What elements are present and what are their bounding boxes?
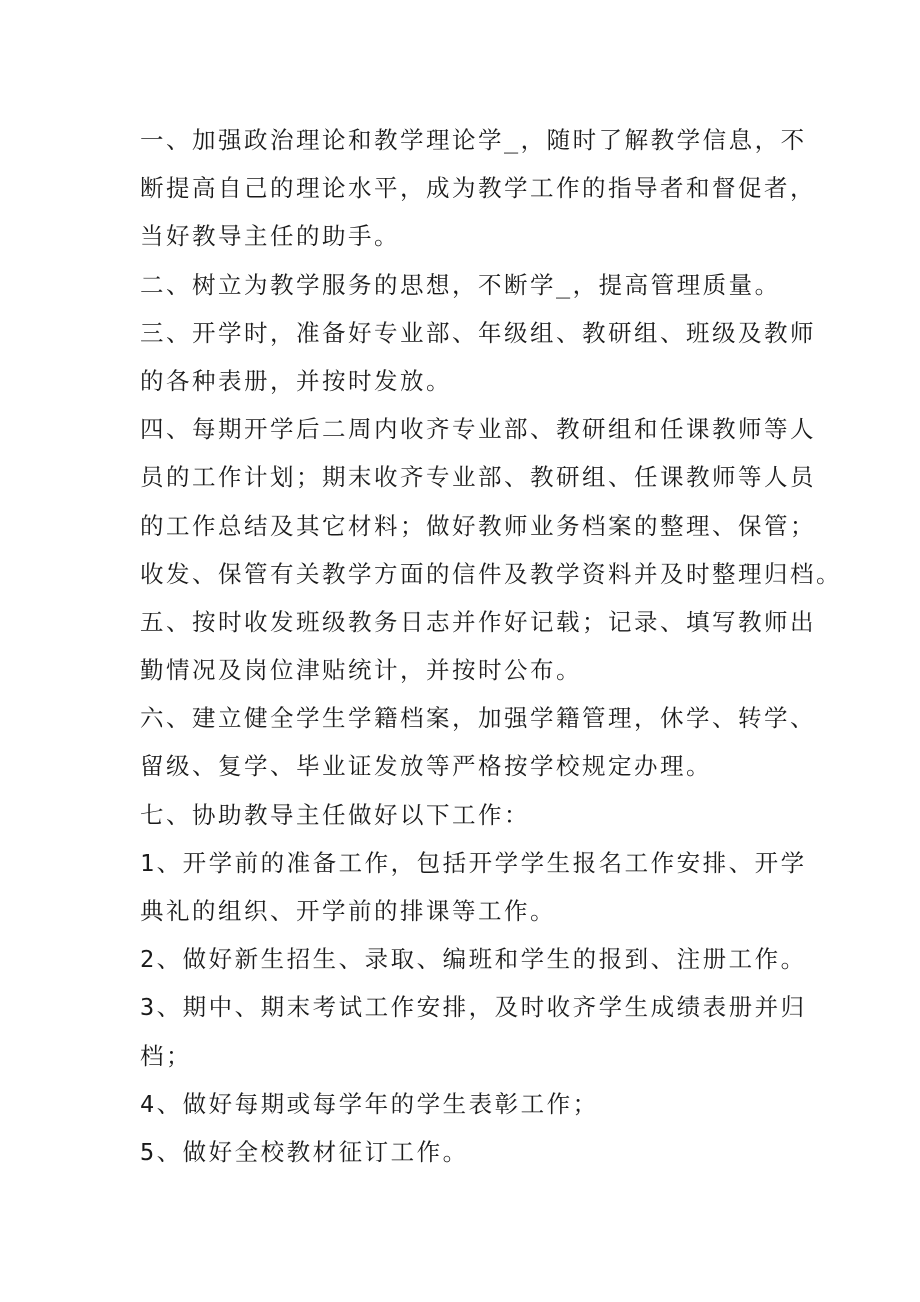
text-line: 5、做好全校教材征订工作。 bbox=[140, 1137, 469, 1166]
text-line: 断提高自己的理论水平，成为教学工作的指导者和督促者， bbox=[140, 174, 816, 203]
text-line: 五、按时收发班级教务日志并作好记载；记录、填写教师出 bbox=[140, 607, 816, 636]
text-line: 六、建立健全学生学籍档案，加强学籍管理，休学、转学、 bbox=[140, 704, 816, 733]
text-line: 3、期中、期末考试工作安排，及时收齐学生成绩表册并归 bbox=[140, 993, 807, 1022]
text-line: 当好教导主任的助手。 bbox=[140, 222, 400, 251]
text-line: 二、树立为教学服务的思想，不断学_，提高管理质量。 bbox=[140, 270, 781, 299]
text-line: 的工作总结及其它材料；做好教师业务档案的整理、保管； bbox=[140, 511, 816, 540]
text-line: 的各种表册，并按时发放。 bbox=[140, 366, 452, 395]
text-line: 4、做好每期或每学年的学生表彰工作； bbox=[140, 1089, 599, 1118]
text-line: 七、协助教导主任做好以下工作： bbox=[140, 800, 530, 829]
text-line: 收发、保管有关教学方面的信件及教学资料并及时整理归档。 bbox=[140, 559, 842, 588]
text-line: 典礼的组织、开学前的排课等工作。 bbox=[140, 897, 556, 925]
text-line: 勤情况及岗位津贴统计，并按时公布。 bbox=[140, 656, 582, 685]
text-line: 1、开学前的准备工作，包括开学学生报名工作安排、开学 bbox=[140, 848, 807, 877]
text-line: 一、加强政治理论和教学理论学_，随时了解教学信息，不 bbox=[140, 126, 807, 154]
document-body bbox=[140, 116, 842, 1176]
text-line: 三、开学时，准备好专业部、年级组、教研组、班级及教师 bbox=[140, 318, 816, 347]
text-line: 员的工作计划；期末收齐专业部、教研组、任课教师等人员 bbox=[140, 463, 816, 492]
text-line: 2、做好新生招生、录取、编班和学生的报到、注册工作。 bbox=[140, 945, 807, 974]
text-line: 四、每期开学后二周内收齐专业部、教研组和任课教师等人 bbox=[140, 415, 816, 444]
text-line: 留级、复学、毕业证发放等严格按学校规定办理。 bbox=[140, 752, 712, 781]
text-line: 档； bbox=[140, 1041, 192, 1070]
